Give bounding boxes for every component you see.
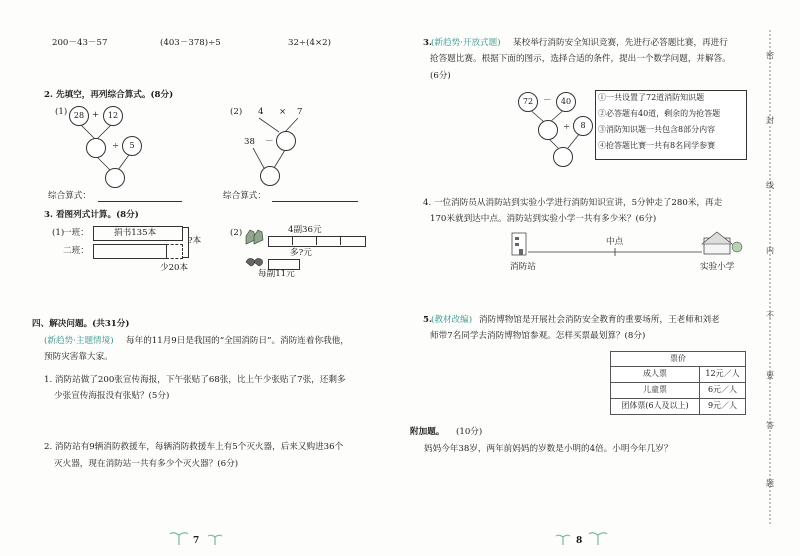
rq3-line-3: (6分) xyxy=(430,71,451,81)
section4-intro-2: 预防灾害靠大家。 xyxy=(44,352,113,362)
price-table-r1-type: 成人票 xyxy=(610,366,700,383)
side-char-7: 答 xyxy=(766,421,774,430)
q2-2-num-a: 4 xyxy=(258,107,264,117)
rq3-num-b: 40 xyxy=(556,92,576,112)
q2-2-op2: － xyxy=(265,137,274,147)
q2-1-num-b: 12 xyxy=(103,106,123,126)
q3-title: 3. 看图列式计算。(8分) xyxy=(44,210,139,220)
rq3-op2: ÷ xyxy=(563,122,571,132)
bonus-title: 附加题。 xyxy=(410,427,445,437)
q3-1-class2: 二班： xyxy=(63,246,89,256)
rq4-line-1: 4. 一位消防员从消防站到实验小学进行消防知识宣讲，5分钟走了280米，再走 xyxy=(423,198,723,208)
side-char-5: 不 xyxy=(766,311,774,320)
q2-2-num-c: 38 xyxy=(244,137,255,147)
rq3-cond-2: ②必答题有40道，剩余的为抢答题 xyxy=(598,109,721,118)
rq4-mid-label: 中点 xyxy=(606,237,624,247)
rq4-right-label: 实验小学 xyxy=(700,262,735,272)
p2-line-1: 2. 消防站有9辆消防救援车，每辆消防救援车上有5个灭火器，后来又购进36个 xyxy=(44,442,344,452)
side-char-8: 题 xyxy=(766,479,774,488)
price-table-r2-price: 6元／人 xyxy=(699,382,746,399)
rq5-tag: (教材改编) xyxy=(431,315,473,325)
rq4-line-2: 170米就到达中点。消防站到实验小学一共有多少米？(6分) xyxy=(430,214,657,224)
q2-1-num-a: 28 xyxy=(69,106,89,126)
q3-1-bar-text: 捐书135本 xyxy=(114,228,157,238)
page-number-right: 8 xyxy=(576,536,583,546)
rq5-line-1: 消防博物馆是开展社会消防安全教育的重要场所，王老师和刘老 xyxy=(479,315,720,325)
price-table-r1-price: 12元／人 xyxy=(699,366,746,383)
rq3-tag: (新趋势·开放式题) xyxy=(431,38,501,48)
q3-1-label: (1) xyxy=(52,228,65,238)
expr-1: 200－43－57 xyxy=(52,38,108,48)
expr-2: (403－378)÷5 xyxy=(160,38,221,48)
rq3-cond-1: ①一共设置了72道消防知识题 xyxy=(598,93,705,102)
bonus-score: (10分) xyxy=(456,427,483,437)
q2-1-num-c: 5 xyxy=(122,136,142,156)
q2-1-label: (1) xyxy=(55,107,68,117)
rq3-op1: － xyxy=(543,96,552,106)
p2-line-2: 灭火器，现在消防站一共有多少个灭火器？(6分) xyxy=(54,459,239,469)
rq3-num-a: 72 xyxy=(518,92,538,112)
price-table-r3-price: 9元／人 xyxy=(699,398,746,415)
rq5-num: 5. xyxy=(423,315,432,325)
rq3-num-c: 8 xyxy=(573,116,593,136)
q2-2-num-b: 7 xyxy=(297,107,303,117)
q2-title: 2. 先填空，再列综合算式。(8分) xyxy=(44,90,174,100)
side-char-3: 线 xyxy=(766,181,774,190)
price-table-r2-type: 儿童票 xyxy=(610,382,700,399)
q3-2-price1: 每副11元 xyxy=(258,269,295,279)
q3-2-label: (2) xyxy=(230,228,243,238)
bonus-text: 妈妈今年38岁，两年前妈妈的岁数是小明的4倍。小明今年几岁？ xyxy=(424,444,673,454)
q3-1-less: 少20本 xyxy=(160,263,189,273)
q3-1-question: ?本 xyxy=(188,236,202,246)
side-char-4: 内 xyxy=(766,246,774,255)
q2-2-label: (2) xyxy=(230,107,243,117)
q3-1-class1: 一班： xyxy=(63,228,89,238)
section4-tag: (新趋势·主题情境) xyxy=(44,336,114,346)
rq3-line-1: 某校举行消防安全知识竞赛，先进行必答题比赛，再进行 xyxy=(513,38,728,48)
q3-2-price4: 4副36元 xyxy=(288,225,322,235)
p1-line-2: 少张宣传海报没有张贴？(5分) xyxy=(54,391,170,401)
q3-2-question: 多?元 xyxy=(290,248,312,258)
price-table-r3-type: 团体票(6人及以上) xyxy=(610,398,700,415)
price-table-header: 票价 xyxy=(610,351,746,367)
rq4-left-label: 消防站 xyxy=(510,262,536,272)
section4-title: 四、解决问题。(共31分) xyxy=(32,319,130,329)
rq3-cond-3: ③消防知识题一共包含8部分内容 xyxy=(598,125,716,134)
expr-3: 32÷(4×2) xyxy=(288,38,331,48)
rq3-line-2: 抢答题比赛。根据下面的图示，选择合适的条件，提出一个数学问题，并解答。 xyxy=(430,54,731,64)
q2-1-op2: ÷ xyxy=(112,141,120,151)
rq5-line-2: 师带7名同学去消防博物馆参观。怎样买票最划算？(8分) xyxy=(430,331,646,341)
side-char-2: 封 xyxy=(766,116,774,125)
q2-formula-2-label: 综合算式： xyxy=(223,191,266,201)
rq3-cond-4: ④抢答题比赛一共有8名同学参赛 xyxy=(598,141,716,150)
side-char-6: 要 xyxy=(766,371,774,380)
p1-line-1: 1. 消防站做了200张宣传海报，下午张贴了68张，比上午少张贴了7张，还剩多 xyxy=(44,375,346,385)
q2-formula-1-label: 综合算式： xyxy=(48,191,91,201)
rq3-num: 3. xyxy=(423,38,432,48)
q2-1-op1: + xyxy=(92,110,100,120)
q2-2-op1: × xyxy=(279,107,287,117)
side-char-1: 密 xyxy=(766,51,774,60)
page-number-left: 7 xyxy=(193,536,200,546)
section4-intro-1: 每年的11月9日是我国的“全国消防日”。消防连着你我他， xyxy=(126,336,349,346)
